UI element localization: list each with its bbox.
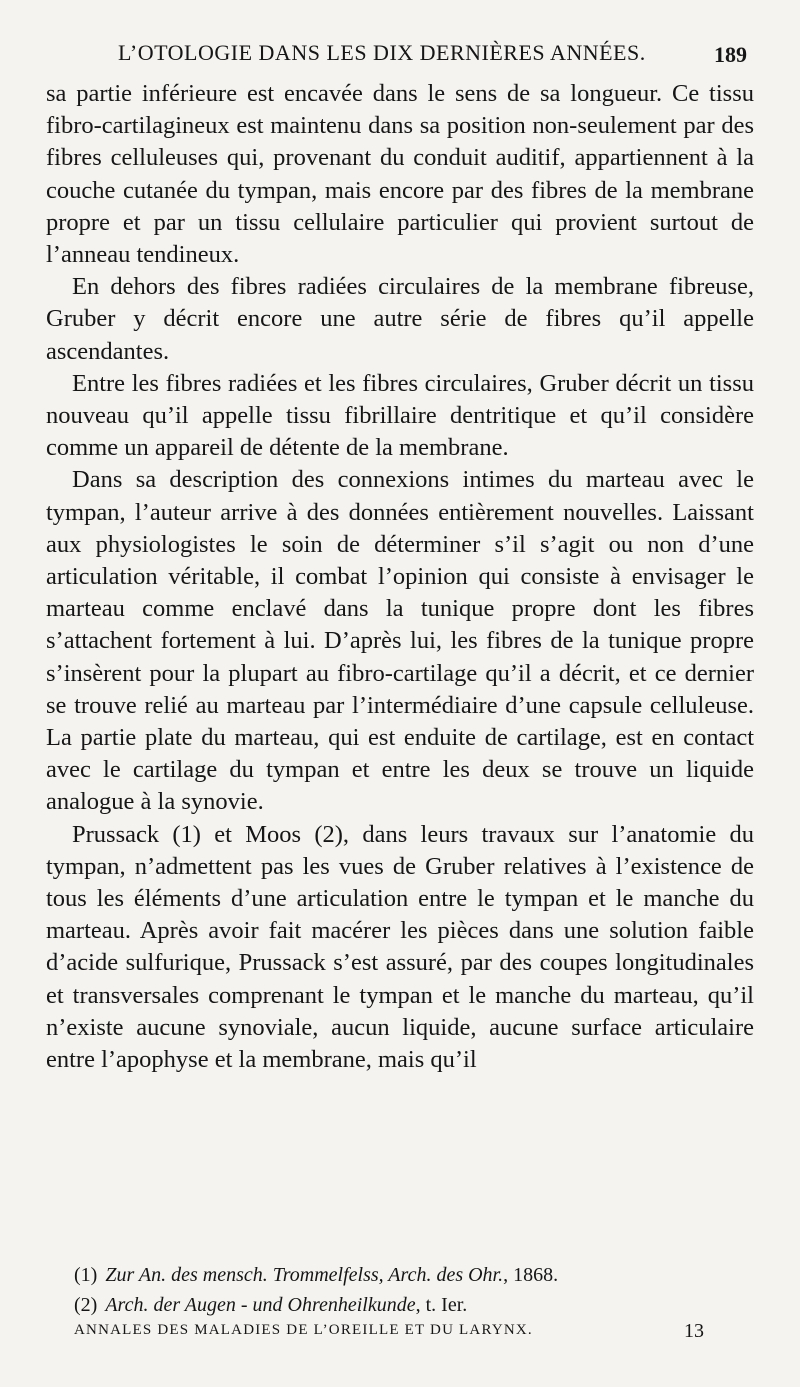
paragraph: Dans sa description des connexions intimes du marteau avec le tympan, l’auteur arrive à des données entièrement nouvelles. Laissant aux physiologistes le soin de déterminer s’il s’agit ou non d’une articulation véritable, il combat l’opinion qui consiste à envisager le marteau comme enclavé dans la tunique propre dont les fibres s’attachent fortement à lui. D’après lui, les fibres de la tunique propre s’insèrent pour la plupart au fibro-cartilage qu’il a décrit, et ce dernier se trouve relié au marteau par l’intermédiaire d’une capsule celluleuse. La partie plate du marteau, qui est enduite de cartilage, est en contact avec le cartilage du tympan et entre les deux se trouve un liquide analogue à la synovie.	[46, 466, 754, 816]
paragraph: sa partie inférieure est encavée dans le sens de sa longueur. Ce tissu fibro-cartilagineux est maintenu dans sa position non-seulement par des fibres celluleuses qui, provenant du conduit auditif, appartiennent à la couche cutanée du tympan, mais encore par des fibres de la membrane propre et par un tissu cellulaire particulier qui provient surtout de l’anneau tendineux.	[46, 80, 754, 269]
footnote-title: Zur An. des mensch. Trommelfelss, Arch. des Ohr.	[105, 1264, 504, 1286]
footnote-detail: , 1868.	[503, 1264, 559, 1286]
journal-footer: ANNALES DES MALADIES DE L’OREILLE ET DU LARYNX.	[74, 1322, 533, 1338]
footnotes	[74, 1260, 754, 1320]
footnote-detail: , t. Ier.	[415, 1294, 468, 1316]
footnote-number: (2)	[74, 1294, 98, 1316]
running-title: L’OTOLOGIE DANS LES DIX DERNIÈRES ANNÉES.	[118, 40, 646, 65]
footnote-number: (1)	[74, 1264, 98, 1286]
footnote	[74, 1290, 754, 1320]
page-number: 189	[714, 42, 747, 67]
paragraph: En dehors des fibres radiées circulaires de la membrane fibreuse, Gruber y décrit encore une autre série de fibres qu’il appelle ascendantes.	[46, 273, 754, 365]
signature-mark: 13	[684, 1320, 704, 1342]
footnote-title: Arch. der Augen - und Ohrenheilkunde	[105, 1294, 416, 1316]
main-text	[46, 78, 754, 1076]
footnote	[74, 1260, 754, 1290]
paragraph: Entre les fibres radiées et les fibres circulaires, Gruber décrit un tissu nouveau qu’il appelle tissu fibrillaire dentritique et qu’il considère comme un appareil de détente de la membrane.	[46, 369, 754, 462]
paragraph: Prussack (1) et Moos (2), dans leurs travaux sur l’anatomie du tympan, n’admettent pas les vues de Gruber relatives à l’existence de tous les éléments d’une articulation entre le tympan et le manche du marteau. Après avoir fait macérer les pièces dans une solution faible d’acide sulfurique, Prussack s’est assuré, par des coupes longitudinales et transversales comprenant le tympan et le manche du marteau, qu’il n’existe aucune synoviale, aucun liquide, aucune surface articulaire entre l’apophyse et la membrane, mais qu’il	[46, 820, 754, 1074]
